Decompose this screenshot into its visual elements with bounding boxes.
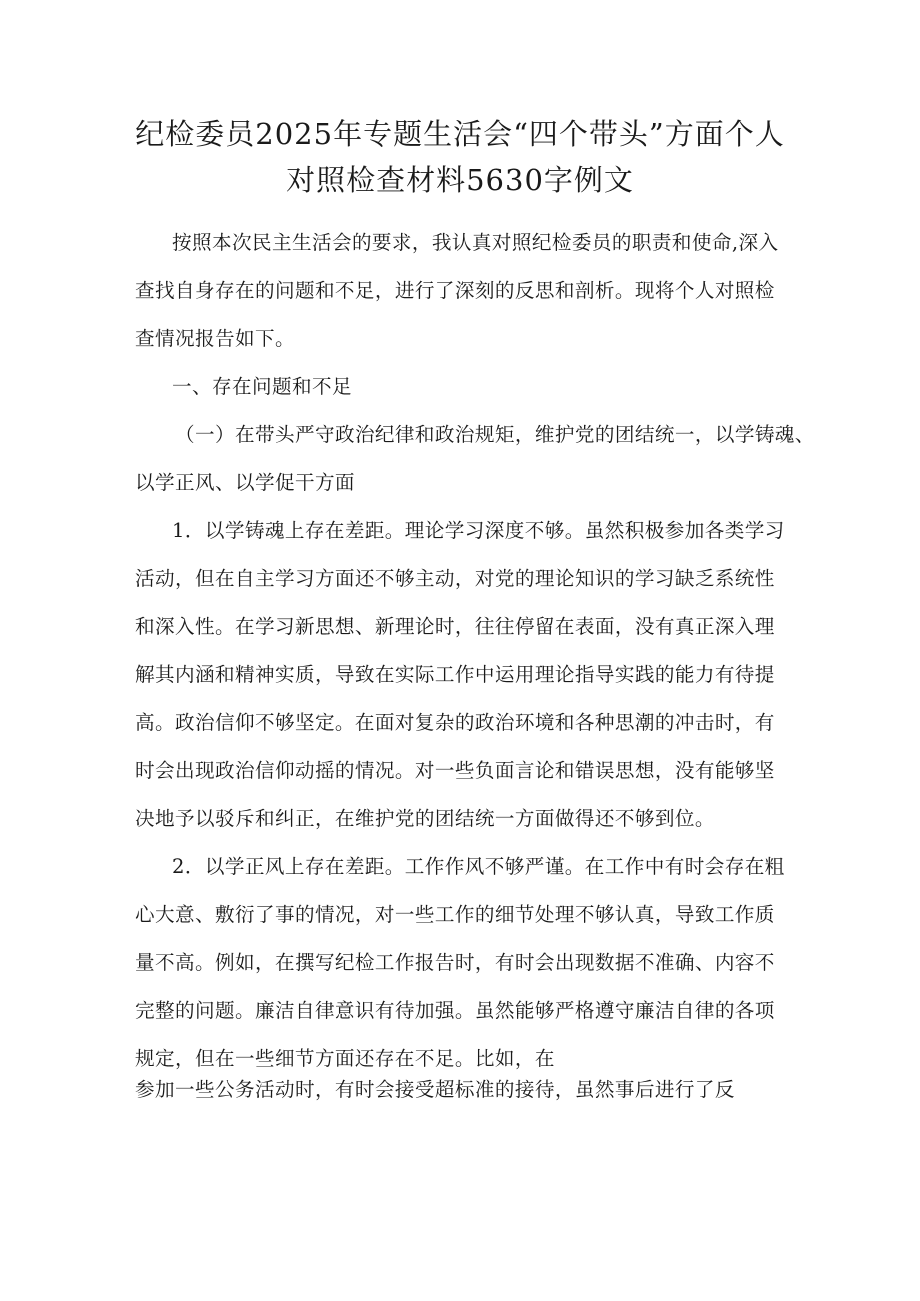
body-line: 2．以学正风上存在差距。工作作风不够严谨。在工作中有时会存在粗 xyxy=(172,855,785,878)
body-line: 按照本次民主生活会的要求，我认真对照纪检委员的职责和使命,深入 xyxy=(172,231,779,254)
body-line: 查情况报告如下。 xyxy=(135,327,295,350)
body-line: 决地予以驳斥和纠正，在维护党的团结统一方面做得还不够到位。 xyxy=(135,807,715,830)
body-line: 量不高。例如，在撰写纪检工作报告时，有时会出现数据不准确、内容不 xyxy=(135,951,775,974)
body-line: 时会出现政治信仰动摇的情况。对一些负面言论和错误思想，没有能够坚 xyxy=(135,759,775,782)
body-line: 参加一些公务活动时，有时会接受超标准的接待，虽然事后进行了反 xyxy=(135,1078,735,1101)
body-line: 规定，但在一些细节方面还存在不足。比如，在 xyxy=(135,1047,555,1070)
body-line: 完整的问题。廉洁自律意识有待加强。虽然能够严格遵守廉洁自律的各项 xyxy=(135,999,775,1022)
section-heading: 一、存在问题和不足 xyxy=(172,375,352,398)
body-line: 心大意、敷衍了事的情况，对一些工作的细节处理不够认真，导致工作质 xyxy=(135,903,775,926)
body-line: 活动，但在自主学习方面还不够主动，对党的理论知识的学习缺乏系统性 xyxy=(135,567,775,590)
document-title-line-2: 对照检查材料5630字例文 xyxy=(286,163,634,197)
body-line: 1．以学铸魂上存在差距。理论学习深度不够。虽然积极参加各类学习 xyxy=(172,519,785,542)
document-title-line-1: 纪检委员2025年专题生活会“四个带头”方面个人 xyxy=(135,117,785,151)
body-line: 和深入性。在学习新思想、新理论时，往往停留在表面，没有真正深入理 xyxy=(135,615,775,638)
body-line: 高。政治信仰不够坚定。在面对复杂的政治环境和各种思潮的冲击时，有 xyxy=(135,711,775,734)
body-line: 以学正风、以学促干方面 xyxy=(135,471,355,494)
subsection-heading: （一）在带头严守政治纪律和政治规矩，维护党的团结统一，以学铸魂、 xyxy=(175,423,815,446)
body-line: 查找自身存在的问题和不足，进行了深刻的反思和剖析。现将个人对照检 xyxy=(135,279,775,302)
body-line: 解其内涵和精神实质，导致在实际工作中运用理论指导实践的能力有待提 xyxy=(135,663,775,686)
